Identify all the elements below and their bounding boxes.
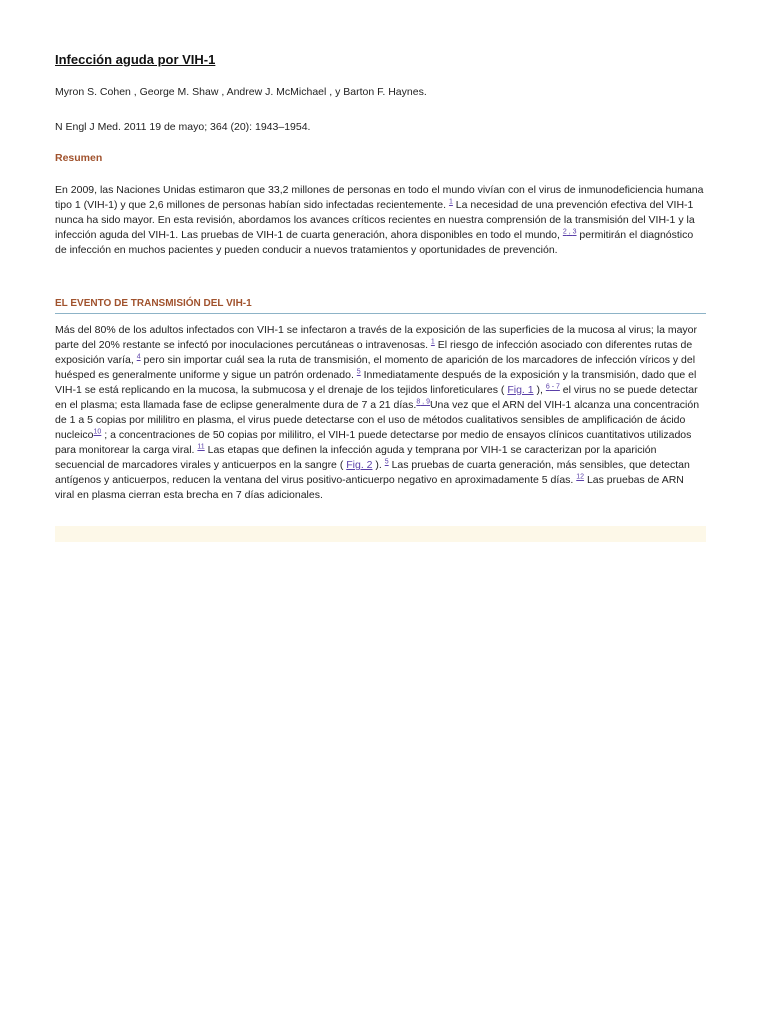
section-heading: EL EVENTO DE TRANSMISIÓN DEL VIH-1 bbox=[55, 298, 706, 314]
text: Una vez que el ARN del VIH-1 alcanza una concentración de 1 a 5 copias por mililitro en plasma, el virus puede detectarse con el uso de métodos cualitativos sensibles de amplificación de ácido nucleico bbox=[55, 399, 700, 441]
text: Más del 80% de los adultos infectados con VIH-1 se infectaron a través de la exposición de las superficies de la mucosa al virus; la mayor parte del 20% restante se infectó por inoculaciones percutáneas o intravenosas. bbox=[55, 324, 697, 351]
ref-link[interactable]: 9 bbox=[426, 398, 430, 406]
page-title: Infección aguda por VIH-1 bbox=[55, 52, 216, 67]
text: En 2009, las Naciones Unidas estimaron que 33,2 millones de personas en todo el mundo vivían con el virus de inmunodeficiencia humana tipo 1 (VIH-1) y que 2,6 millones de personas habían sido infectadas recientemente. bbox=[55, 184, 704, 211]
authors: Myron S. Cohen , George M. Shaw , Andrew J. McMichael , y Barton F. Haynes. bbox=[55, 86, 427, 98]
text: ), bbox=[533, 384, 546, 396]
figure-link[interactable]: Fig. 1 bbox=[507, 384, 534, 396]
ref-separator: , bbox=[420, 398, 427, 406]
ref-link[interactable]: 2 bbox=[562, 228, 567, 236]
ref-link[interactable]: 1 bbox=[430, 338, 435, 346]
ref-separator: , bbox=[566, 228, 573, 236]
text: Las etapas que definen la infección aguda y temprana por VIH-1 se caracterizan por la aparición secuencial de marcadores virales y anticuerpos en la sangre ( bbox=[55, 444, 657, 471]
ref-link[interactable]: 3 bbox=[572, 228, 577, 236]
text: Las pruebas de cuarta generación, más sensibles, que detectan antígenos y anticuerpos, reducen la ventana del virus positivo-anticuerpo negativo en aproximadamente 5 días. bbox=[55, 459, 690, 486]
text: ). bbox=[372, 459, 385, 471]
ref-separator: - bbox=[549, 383, 556, 391]
ref-link[interactable]: 11 bbox=[197, 443, 205, 451]
ref-link[interactable]: 5 bbox=[356, 368, 361, 376]
citation: N Engl J Med. 2011 19 de mayo; 364 (20): 1943–1954. bbox=[55, 121, 311, 133]
ref-link[interactable]: 8 bbox=[416, 398, 421, 406]
figure-link[interactable]: Fig. 2 bbox=[346, 459, 373, 471]
text: pero sin importar cuál sea la ruta de transmisión, el momento de aparición de los marcadores de infección víricos y del huésped es generalmente uniforme y sigue un patrón ordenado. bbox=[55, 354, 696, 381]
text: Inmediatamente después de la exposición y la transmisión, dado que el VIH-1 se está replicando en la mucosa, la submucosa y el drenaje de los tejidos linforeticulares ( bbox=[55, 369, 697, 396]
abstract-paragraph bbox=[55, 183, 706, 258]
section-paragraph bbox=[55, 323, 706, 503]
text: ; a concentraciones de 50 copias por mililitro, el VIH-1 puede detectarse por medio de ensayos clínicos cuantitativos utilizados para monitorear la carga viral. bbox=[55, 429, 692, 456]
ref-link[interactable]: 10 bbox=[93, 428, 102, 436]
ref-link[interactable]: 7 bbox=[555, 383, 560, 391]
ref-link[interactable]: 4 bbox=[136, 353, 141, 361]
ref-link[interactable]: 6 bbox=[545, 383, 550, 391]
ref-link[interactable]: 12 bbox=[576, 473, 585, 481]
text: El riesgo de infección asociado con diferentes rutas de exposición varía, bbox=[55, 339, 693, 366]
text: La necesidad de una prevención efectiva del VIH-1 nunca ha sido mayor. En esta revisión, abordamos los avances críticos recientes en nuestra comprensión de la transmisión del VIH-1 y la infección aguda del VIH-1. Las pruebas de VIH-1 de cuarta generación, ahora disponibles en todo el mundo, bbox=[55, 199, 695, 241]
ref-link[interactable]: 5 bbox=[384, 458, 389, 466]
text: el virus no se puede detectar en el plasma; esta llamada fase de eclipse generalmente dura de 7 a 21 días. bbox=[55, 384, 698, 411]
abstract-heading: Resumen bbox=[55, 152, 103, 164]
highlight-band bbox=[55, 526, 706, 542]
text: permitirán el diagnóstico de infección en muchos pacientes y pueden conducir a nuevos tratamientos y oportunidades de prevención. bbox=[55, 229, 694, 256]
text: Las pruebas de ARN viral en plasma cierran esta brecha en 7 días adicionales. bbox=[55, 474, 684, 501]
ref-link[interactable]: 1 bbox=[448, 198, 453, 206]
